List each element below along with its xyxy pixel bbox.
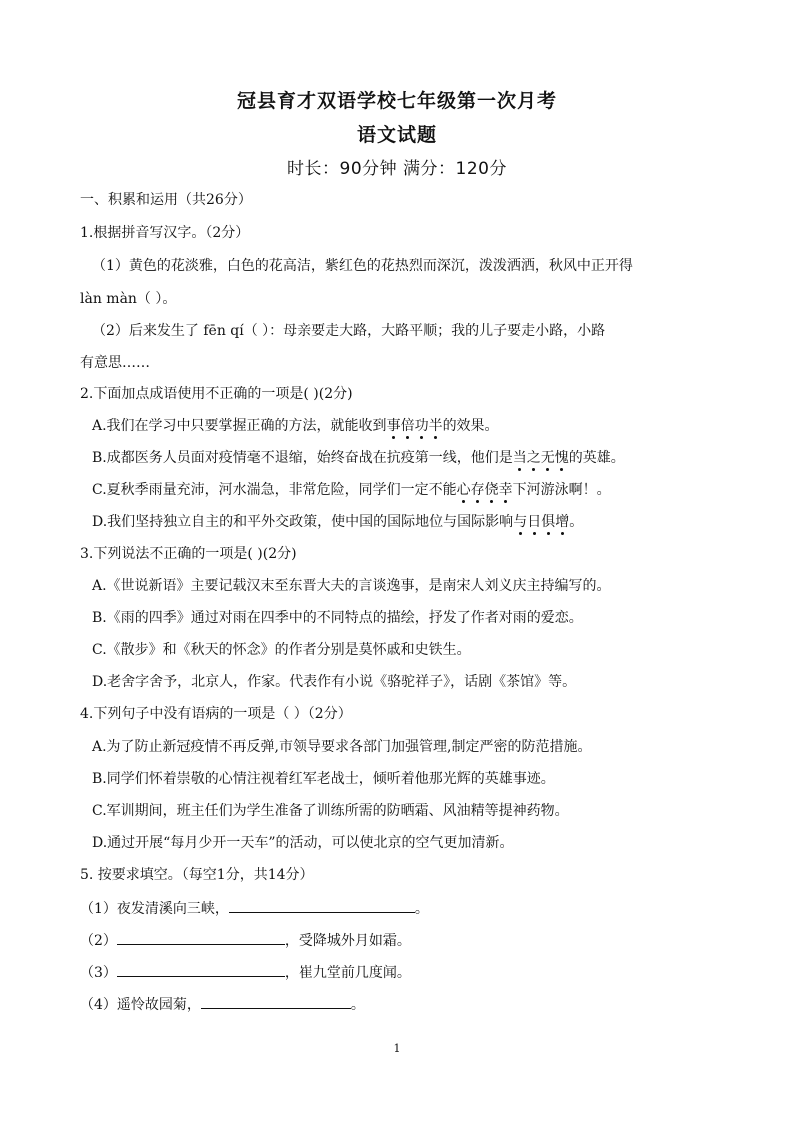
question-4-option-c: C.军训期间，班主任们为学生准备了训练所需的防晒霜、风油精等提神药物。 xyxy=(92,803,569,819)
dotted-char: 之 xyxy=(526,450,541,466)
question-2-option-d xyxy=(92,512,583,532)
line-text: ，受降城外月如霜。 xyxy=(284,933,411,949)
question-3-option-d: D.老舍字舍予，北京人，作家。代表作有小说《骆驼祥子》，话剧《茶馆》等。 xyxy=(92,674,577,690)
dotted-char: 心 xyxy=(456,482,471,498)
dotted-char: 愧 xyxy=(554,450,569,466)
question-5-line-4 xyxy=(80,993,365,1015)
line-text: ，崔九堂前几度闻。 xyxy=(284,965,411,981)
dotted-char: 俱 xyxy=(541,514,556,530)
line-text: 。 xyxy=(414,901,429,917)
dotted-char: 半 xyxy=(428,418,443,434)
question-5-line-2 xyxy=(80,929,411,951)
option-text: 下河游泳啊！。 xyxy=(512,482,611,498)
exam-subtitle: 语文试题 xyxy=(356,124,437,146)
question-5-line-3 xyxy=(80,961,411,983)
question-3-option-a: A.《世说新语》主要记载汉末至东晋大夫的言谈逸事，是南宋人刘义庆主持编写的。 xyxy=(92,578,611,594)
answer-blank[interactable] xyxy=(117,929,285,945)
question-3-option-b: B.《雨的四季》通过对雨在四季中的不同特点的描绘，抒发了作者对雨的爱恋。 xyxy=(92,610,583,626)
question-1-part1-line1: （1）黄色的花淡雅，白色的花高洁，紫红色的花热烈而深沉，泼泼洒洒，秋风中正开得 xyxy=(92,258,633,274)
question-1-stem: 1.根据拼音写汉字。（2分） xyxy=(80,225,250,241)
option-text: D.我们坚持独立自主的和平外交政策，使中国的国际地位与国际影响 xyxy=(92,514,514,530)
answer-blank[interactable] xyxy=(229,897,415,913)
question-1-part2-line2: 有意思…… xyxy=(80,355,150,371)
question-4-option-a: A.为了防止新冠疫情不再反弹,市领导要求各部门加强管理,制定严密的防范措施。 xyxy=(92,739,592,755)
dotted-char: 存 xyxy=(470,482,485,498)
dotted-char: 侥 xyxy=(484,482,499,498)
option-text: A.我们在学习中只要掌握正确的方法，就能收到 xyxy=(92,418,387,434)
question-2-option-c xyxy=(92,480,611,500)
dotted-char: 与 xyxy=(513,514,528,530)
dotted-char: 日 xyxy=(527,514,542,530)
dotted-char: 幸 xyxy=(498,482,513,498)
answer-blank[interactable] xyxy=(117,961,285,977)
question-3-stem: 3.下列说法不正确的一项是( )(2分) xyxy=(80,546,297,562)
line-text: （4）遥怜故园菊， xyxy=(80,997,201,1013)
dotted-char: 倍 xyxy=(400,418,415,434)
line-text: 。 xyxy=(350,997,365,1013)
answer-blank[interactable] xyxy=(201,993,351,1009)
option-text: 。 xyxy=(569,514,584,530)
question-2-stem: 2.下面加点成语使用不正确的一项是( )(2分) xyxy=(80,386,353,402)
question-3-option-c: C.《散步》和《秋天的怀念》的作者分别是莫怀戚和史铁生。 xyxy=(92,642,471,658)
question-2-option-b xyxy=(92,448,625,468)
option-text: C.夏秋季雨量充沛，河水湍急，非常危险，同学们一定不能 xyxy=(92,482,457,498)
question-1-part1-line2: làn màn（ ）。 xyxy=(80,291,177,307)
question-5-stem: 5. 按要求填空。（每空1分，共14分） xyxy=(80,867,314,883)
dotted-char: 事 xyxy=(386,418,401,434)
line-text: （3） xyxy=(80,965,117,981)
line-text: （1）夜发清溪向三峡， xyxy=(80,901,229,917)
dotted-char: 当 xyxy=(512,450,527,466)
question-4-option-d: D.通过开展“每月少开一天车”的活动，可以使北京的空气更加清新。 xyxy=(92,835,514,851)
dotted-char: 无 xyxy=(540,450,555,466)
page-number: 1 xyxy=(393,1042,401,1055)
line-text: （2） xyxy=(80,933,117,949)
question-4-stem: 4.下列句子中没有语病的一项是（ ）（2分） xyxy=(80,706,352,722)
dotted-char: 功 xyxy=(414,418,429,434)
exam-title: 冠县育才双语学校七年级第一次月考 xyxy=(236,90,557,112)
dotted-char: 增 xyxy=(555,514,570,530)
option-text: 的英雄。 xyxy=(568,450,625,466)
question-4-option-b: B.同学们怀着崇敬的心情注视着红军老战士，倾听着他那光辉的英雄事迹。 xyxy=(92,771,555,787)
exam-duration: 时长：90分钟 满分：120分 xyxy=(287,159,507,179)
section-heading: 一、积累和运用（共26分） xyxy=(80,192,252,208)
option-text: B.成都医务人员面对疫情毫不退缩，始终奋战在抗疫第一线，他们是 xyxy=(92,450,513,466)
option-text: 的效果。 xyxy=(442,418,499,434)
question-1-part2-line1: （2）后来发生了 fēn qí（ ）：母亲要走大路，大路平顺；我的儿子要走小路，小路 xyxy=(92,323,606,339)
question-5-line-1 xyxy=(80,897,429,919)
question-2-option-a xyxy=(92,416,499,436)
